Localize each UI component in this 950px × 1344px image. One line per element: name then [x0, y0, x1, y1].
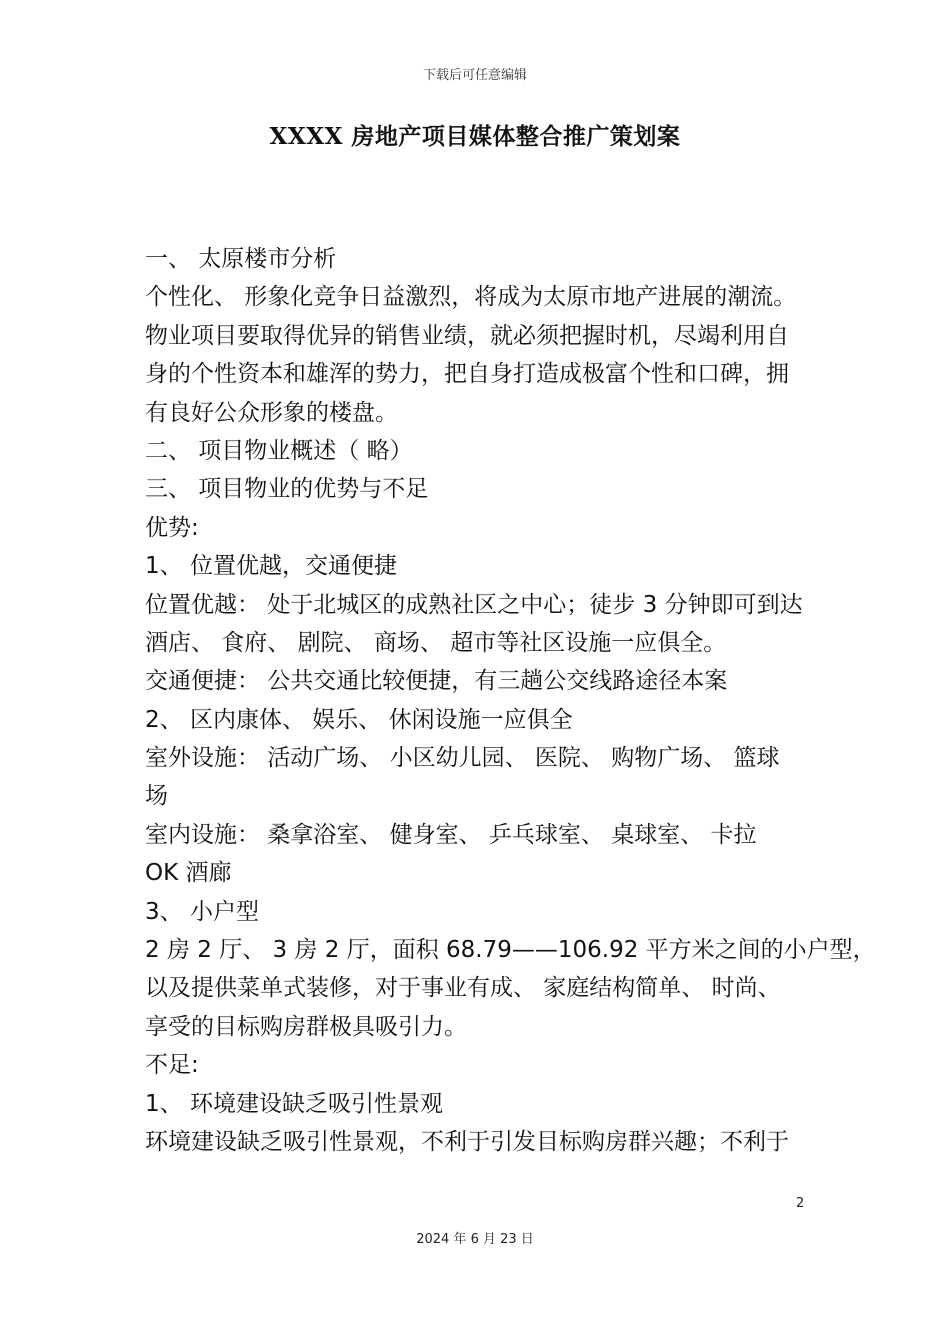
paragraph-line: 位置优越： 处于北城区的成熟社区之中心；徒步 3 分钟即可到达 — [145, 591, 803, 618]
footer-date: 2024 年 6 月 23 日 — [416, 1232, 534, 1247]
section-heading: 二、 项目物业概述（ 略） — [145, 437, 413, 464]
list-item: 1、 位置优越，交通便捷 — [145, 553, 397, 580]
page-number: 2 — [796, 1196, 805, 1211]
paragraph-line: 个性化、 形象化竞争日益激烈，将成为太原市地产进展的潮流。 — [145, 284, 797, 311]
list-item: 2、 区内康体、 娱乐、 休闲设施一应俱全 — [145, 706, 573, 733]
paragraph-line: 室内设施： 桑拿浴室、 健身室、 乒乓球室、 桌球室、 卡拉 — [145, 821, 757, 848]
section-heading: 一、 太原楼市分析 — [145, 246, 337, 272]
paragraph-line: 2 房 2 厅、 3 房 2 厅，面积 68.79——106.92 平方米之间的小户型， — [145, 937, 876, 964]
document-body — [145, 240, 876, 1161]
paragraph-line: 交通便捷： 公共交通比较便捷，有三趟公交线路途径本案 — [145, 668, 728, 695]
paragraph-line: 酒店、 食府、 剧院、 商场、 超市等社区设施一应俱全。 — [145, 629, 727, 656]
list-item: 3、 小户型 — [145, 898, 259, 925]
document-title: XXXX 房地产项目媒体整合推广策划案 — [269, 123, 681, 150]
paragraph-line: 有良好公众形象的楼盘。 — [145, 399, 398, 426]
paragraph-line: OK 酒廊 — [145, 860, 232, 887]
section-heading: 三、 项目物业的优势与不足 — [145, 476, 429, 503]
page-header: 下载后可任意编辑 — [422, 68, 527, 83]
paragraph-line: 环境建设缺乏吸引性景观，不利于引发目标购房群兴趣；不利于 — [145, 1128, 789, 1155]
paragraph-line: 以及提供菜单式装修，对于事业有成、 家庭结构简单、 时尚、 — [145, 975, 781, 1002]
subheading: 优势: — [145, 514, 199, 541]
paragraph-line: 室外设施： 活动广场、 小区幼儿园、 医院、 购物广场、 篮球 — [145, 745, 780, 772]
paragraph-line: 物业项目要取得优异的销售业绩，就必须把握时机，尽竭利用自 — [145, 322, 789, 349]
subheading: 不足: — [145, 1052, 199, 1079]
paragraph-line: 身的个性资本和雄浑的势力，把自身打造成极富个性和口碑，拥 — [145, 361, 789, 388]
paragraph-line: 享受的目标购房群极具吸引力。 — [145, 1013, 467, 1040]
paragraph-line: 场 — [145, 783, 168, 810]
list-item: 1、 环境建设缺乏吸引性景观 — [145, 1090, 443, 1117]
